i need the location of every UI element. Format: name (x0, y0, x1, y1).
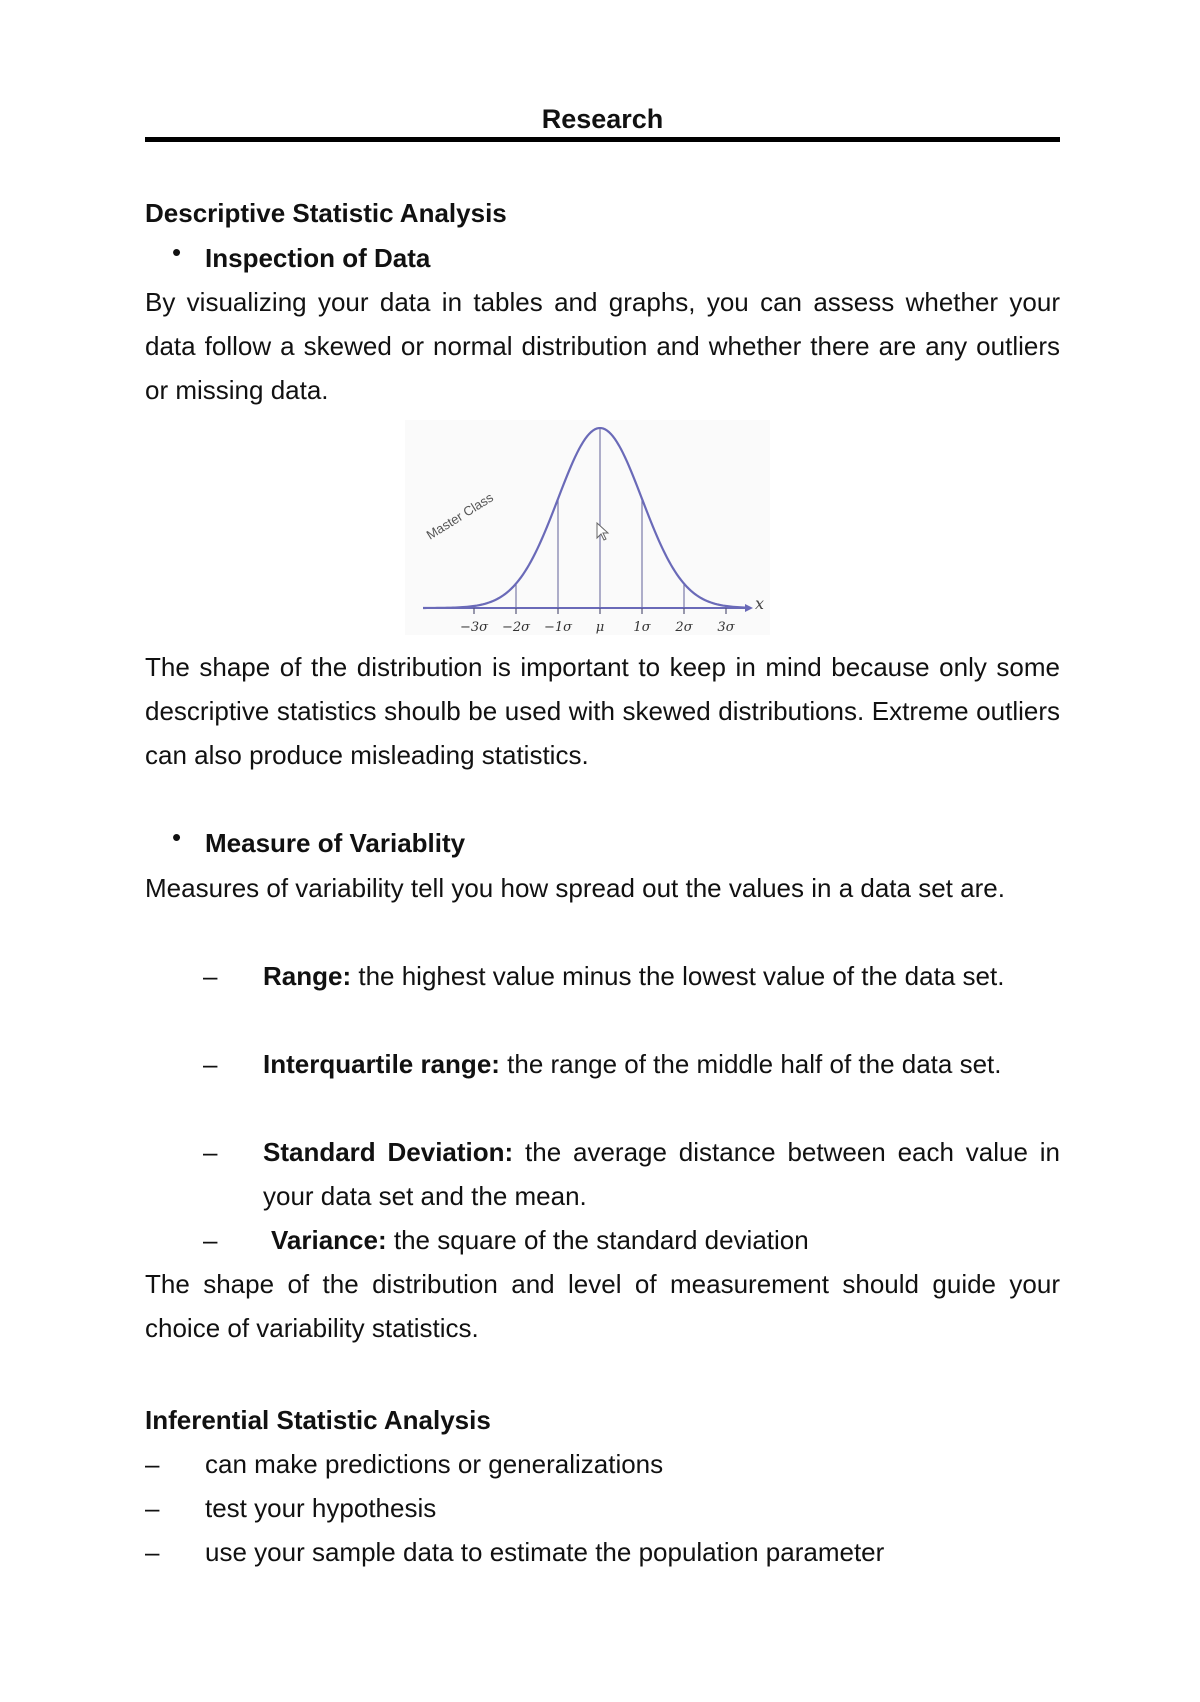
paragraph-shape: The shape of the distribution is important to keep in mind because only some descriptive statistics shoulb be used with skewed distributions. Extreme outliers can also produce misleading statistics. (145, 652, 1060, 770)
tick-label: −1σ (543, 620, 573, 635)
tick-label: −2σ (501, 620, 531, 635)
dash-marker: – (203, 1225, 218, 1255)
desc-standard-deviation: the average distance between each value in your data set and the mean. (263, 1137, 1060, 1211)
tick-label: 3σ (717, 620, 735, 635)
running-header: Research (541, 104, 664, 134)
dash-marker: – (203, 1049, 218, 1079)
tick-label: −3σ (459, 620, 489, 635)
normal-distribution-svg (405, 420, 770, 635)
bullet-marker: • (172, 822, 182, 852)
paragraph-variability: Measures of variability tell you how spread out the values in a data set are. (145, 873, 1005, 903)
term-range: Range: (263, 961, 352, 991)
subheading-inspection: Inspection of Data (205, 243, 431, 273)
list-item-range (263, 954, 1060, 998)
header-rule (145, 137, 1060, 142)
tick-label: 2σ (675, 620, 693, 635)
dash-marker: – (145, 1493, 160, 1523)
tick-label: 1σ (633, 620, 651, 635)
list-item-inferential: use your sample data to estimate the population parameter (205, 1537, 885, 1567)
dash-marker: – (145, 1449, 160, 1479)
desc-interquartile: the range of the middle half of the data set. (499, 1049, 1002, 1079)
list-item-variance (271, 1218, 1060, 1262)
paragraph-inspection: By visualizing your data in tables and graphs, you can assess whether your data follow a skewed or normal distribution and whether there are any outliers or missing data. (145, 287, 1060, 405)
normal-distribution-figure (405, 420, 770, 635)
dash-marker: – (203, 961, 218, 991)
section-heading-inferential: Inferential Statistic Analysis (145, 1405, 491, 1435)
dash-marker: – (203, 1137, 218, 1167)
bullet-marker: • (172, 237, 182, 267)
tick-label: μ (595, 620, 605, 635)
paragraph-closing: The shape of the distribution and level of measurement should guide your choice of variability statistics. (145, 1269, 1060, 1343)
term-variance: Variance: (271, 1225, 387, 1255)
section-heading-descriptive: Descriptive Statistic Analysis (145, 198, 507, 228)
dash-marker: – (145, 1537, 160, 1567)
watermark-text: Master Class (423, 489, 496, 543)
desc-variance: the square of the standard deviation (386, 1225, 809, 1255)
list-item-inferential: can make predictions or generalizations (205, 1449, 664, 1479)
desc-range: the highest value minus the lowest value of the data set. (351, 961, 1005, 991)
term-standard-deviation: Standard Deviation: (263, 1137, 514, 1167)
subheading-variability: Measure of Variablity (205, 828, 466, 858)
list-item-interquartile (263, 1042, 1060, 1086)
list-item-inferential: test your hypothesis (205, 1493, 437, 1523)
list-item-standard-deviation (263, 1130, 1060, 1218)
x-axis-label: x (755, 594, 765, 613)
term-interquartile: Interquartile range: (263, 1049, 500, 1079)
